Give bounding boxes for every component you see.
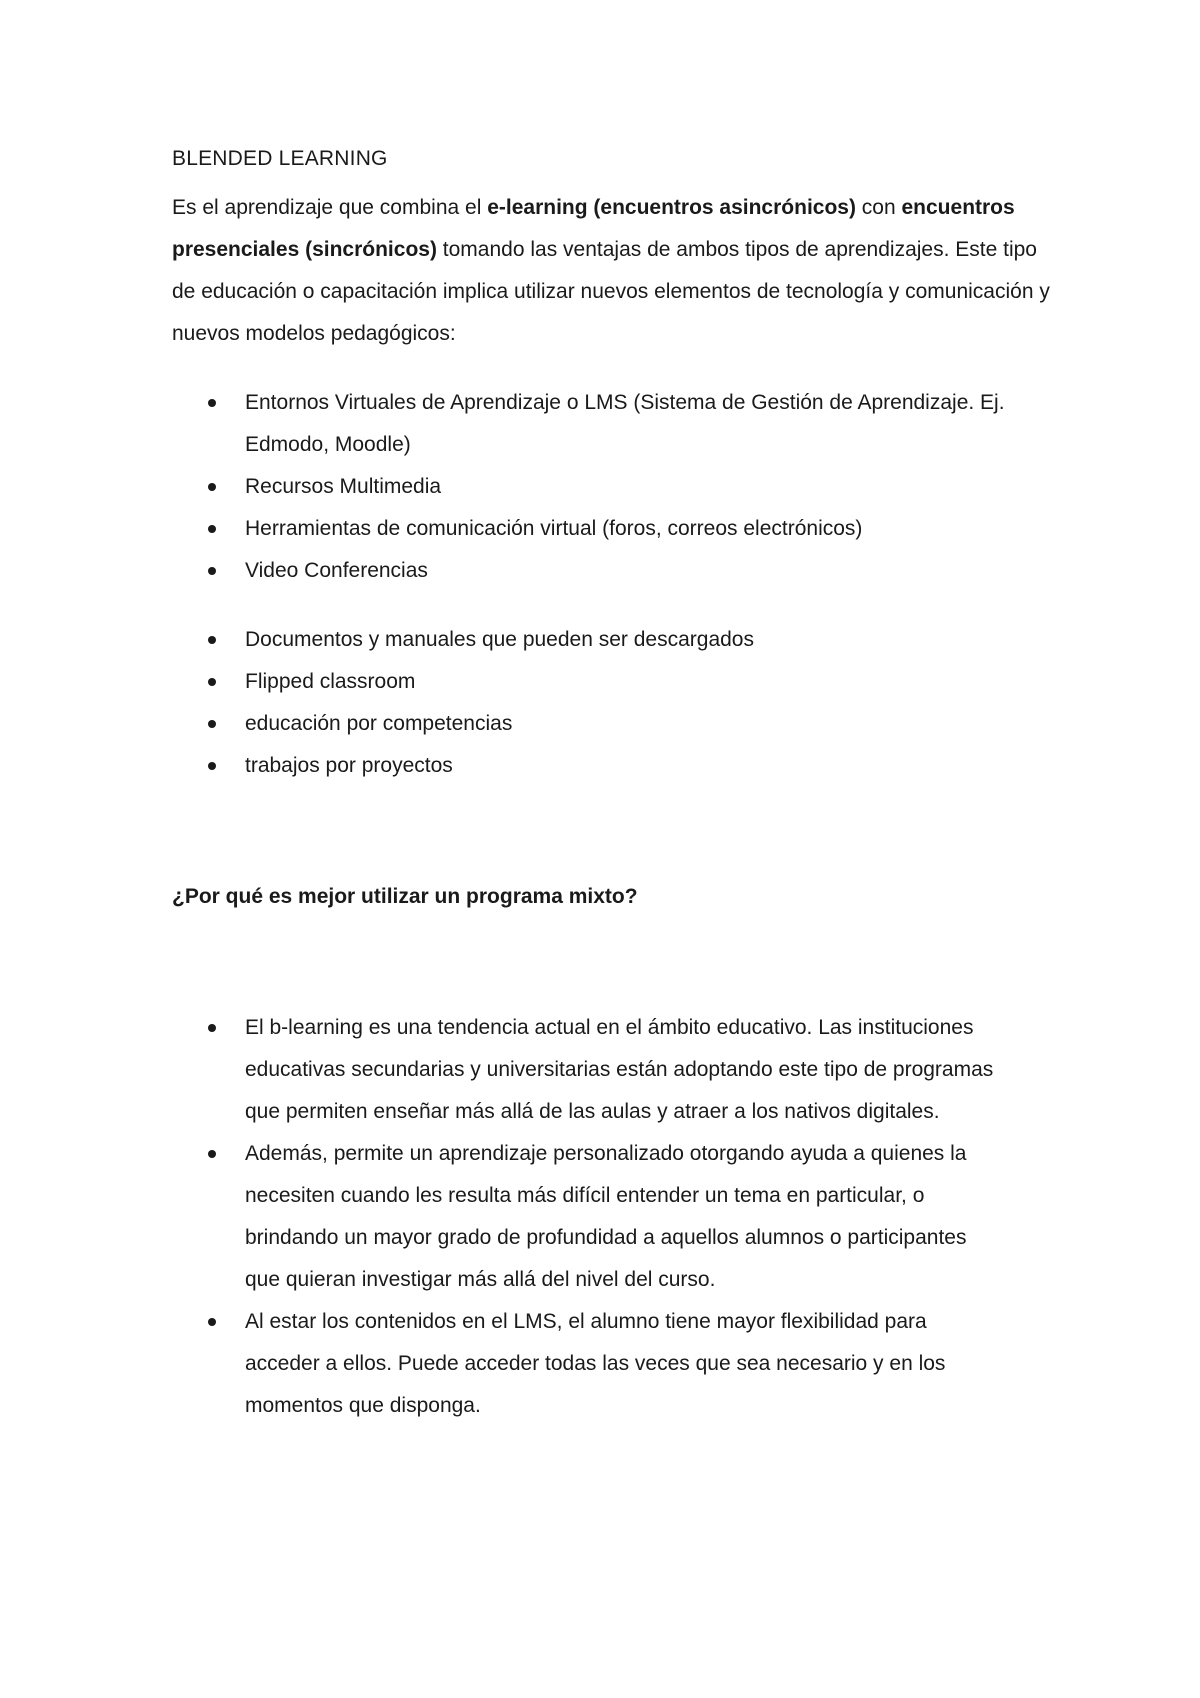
list-item (172, 1007, 1005, 1133)
bullet-icon (208, 720, 216, 728)
list-item-text: Herramientas de comunicación virtual (foros, correos electrónicos) (245, 517, 863, 540)
list-item-text: El b-learning es una tendencia actual en el ámbito educativo. Las instituciones educativas secundarias y universitarias están adoptando este tipo de programas que permiten enseñar más allá de las aulas y atraer a los nativos digitales. (245, 1016, 994, 1123)
intro-text-2: con (855, 196, 902, 219)
list-item-text: Entornos Virtuales de Aprendizaje o LMS (Sistema de Gestión de Aprendizaje. Ej. Edmodo, Moodle) (245, 391, 1005, 456)
section-question-heading: ¿Por qué es mejor utilizar un programa mixto? (172, 885, 638, 908)
list-item-text: Flipped classroom (245, 670, 416, 693)
reasons-list (172, 1007, 1052, 1427)
list-item (172, 508, 1005, 550)
bullet-icon (208, 678, 216, 686)
list-item (172, 661, 1005, 703)
bullet-icon (208, 525, 216, 533)
bullet-icon (208, 762, 216, 770)
list-item (172, 466, 1005, 508)
intro-bold-e-learning: e-learning (encuentros asincrónicos) (487, 196, 856, 219)
tools-list (172, 382, 1052, 592)
list-item (172, 619, 1005, 661)
document-title: BLENDED LEARNING (172, 147, 388, 170)
bullet-icon (208, 1150, 216, 1158)
bullet-icon (208, 567, 216, 575)
list-item-text: Documentos y manuales que pueden ser descargados (245, 628, 754, 651)
list-item-text: Video Conferencias (245, 559, 428, 582)
list-item-text: Al estar los contenidos en el LMS, el alumno tiene mayor flexibilidad para acceder a ellos. Puede acceder todas las veces que sea necesario y en los momentos que disponga. (245, 1310, 946, 1417)
intro-text-1: Es el aprendizaje que combina el (172, 196, 488, 219)
list-item (172, 1133, 1005, 1301)
list-item-text: trabajos por proyectos (245, 754, 453, 777)
methods-list (172, 619, 1052, 787)
list-item-text: Además, permite un aprendizaje personalizado otorgando ayuda a quienes la necesiten cuando les resulta más difícil entender un tema en particular, o brindando un mayor grado de profundidad a aquellos alumnos o participantes que quieran investigar más allá del nivel del curso. (245, 1142, 967, 1291)
list-item-text: Recursos Multimedia (245, 475, 442, 498)
document-page (172, 140, 1052, 1427)
intro-text-3: tomando las ventajas de ambos tipos de aprendizajes. Este tipo de educación o capacitación implica utilizar nuevos elementos de tecnología y comunicación y nuevos modelos pedagógicos: (172, 238, 1050, 345)
bullet-icon (208, 399, 216, 407)
bullet-icon (208, 636, 216, 644)
list-item (172, 703, 1005, 745)
list-item-text: educación por competencias (245, 712, 513, 735)
intro-bold-presenciales: encuentros presenciales (sincrónicos) (172, 196, 1015, 261)
bullet-icon (208, 1318, 216, 1326)
list-item (172, 382, 1005, 466)
bullet-icon (208, 483, 216, 491)
list-item (172, 1301, 1005, 1427)
bullet-icon (208, 1024, 216, 1032)
list-item (172, 550, 1005, 592)
intro-paragraph (172, 187, 1052, 355)
list-item (172, 745, 1005, 787)
